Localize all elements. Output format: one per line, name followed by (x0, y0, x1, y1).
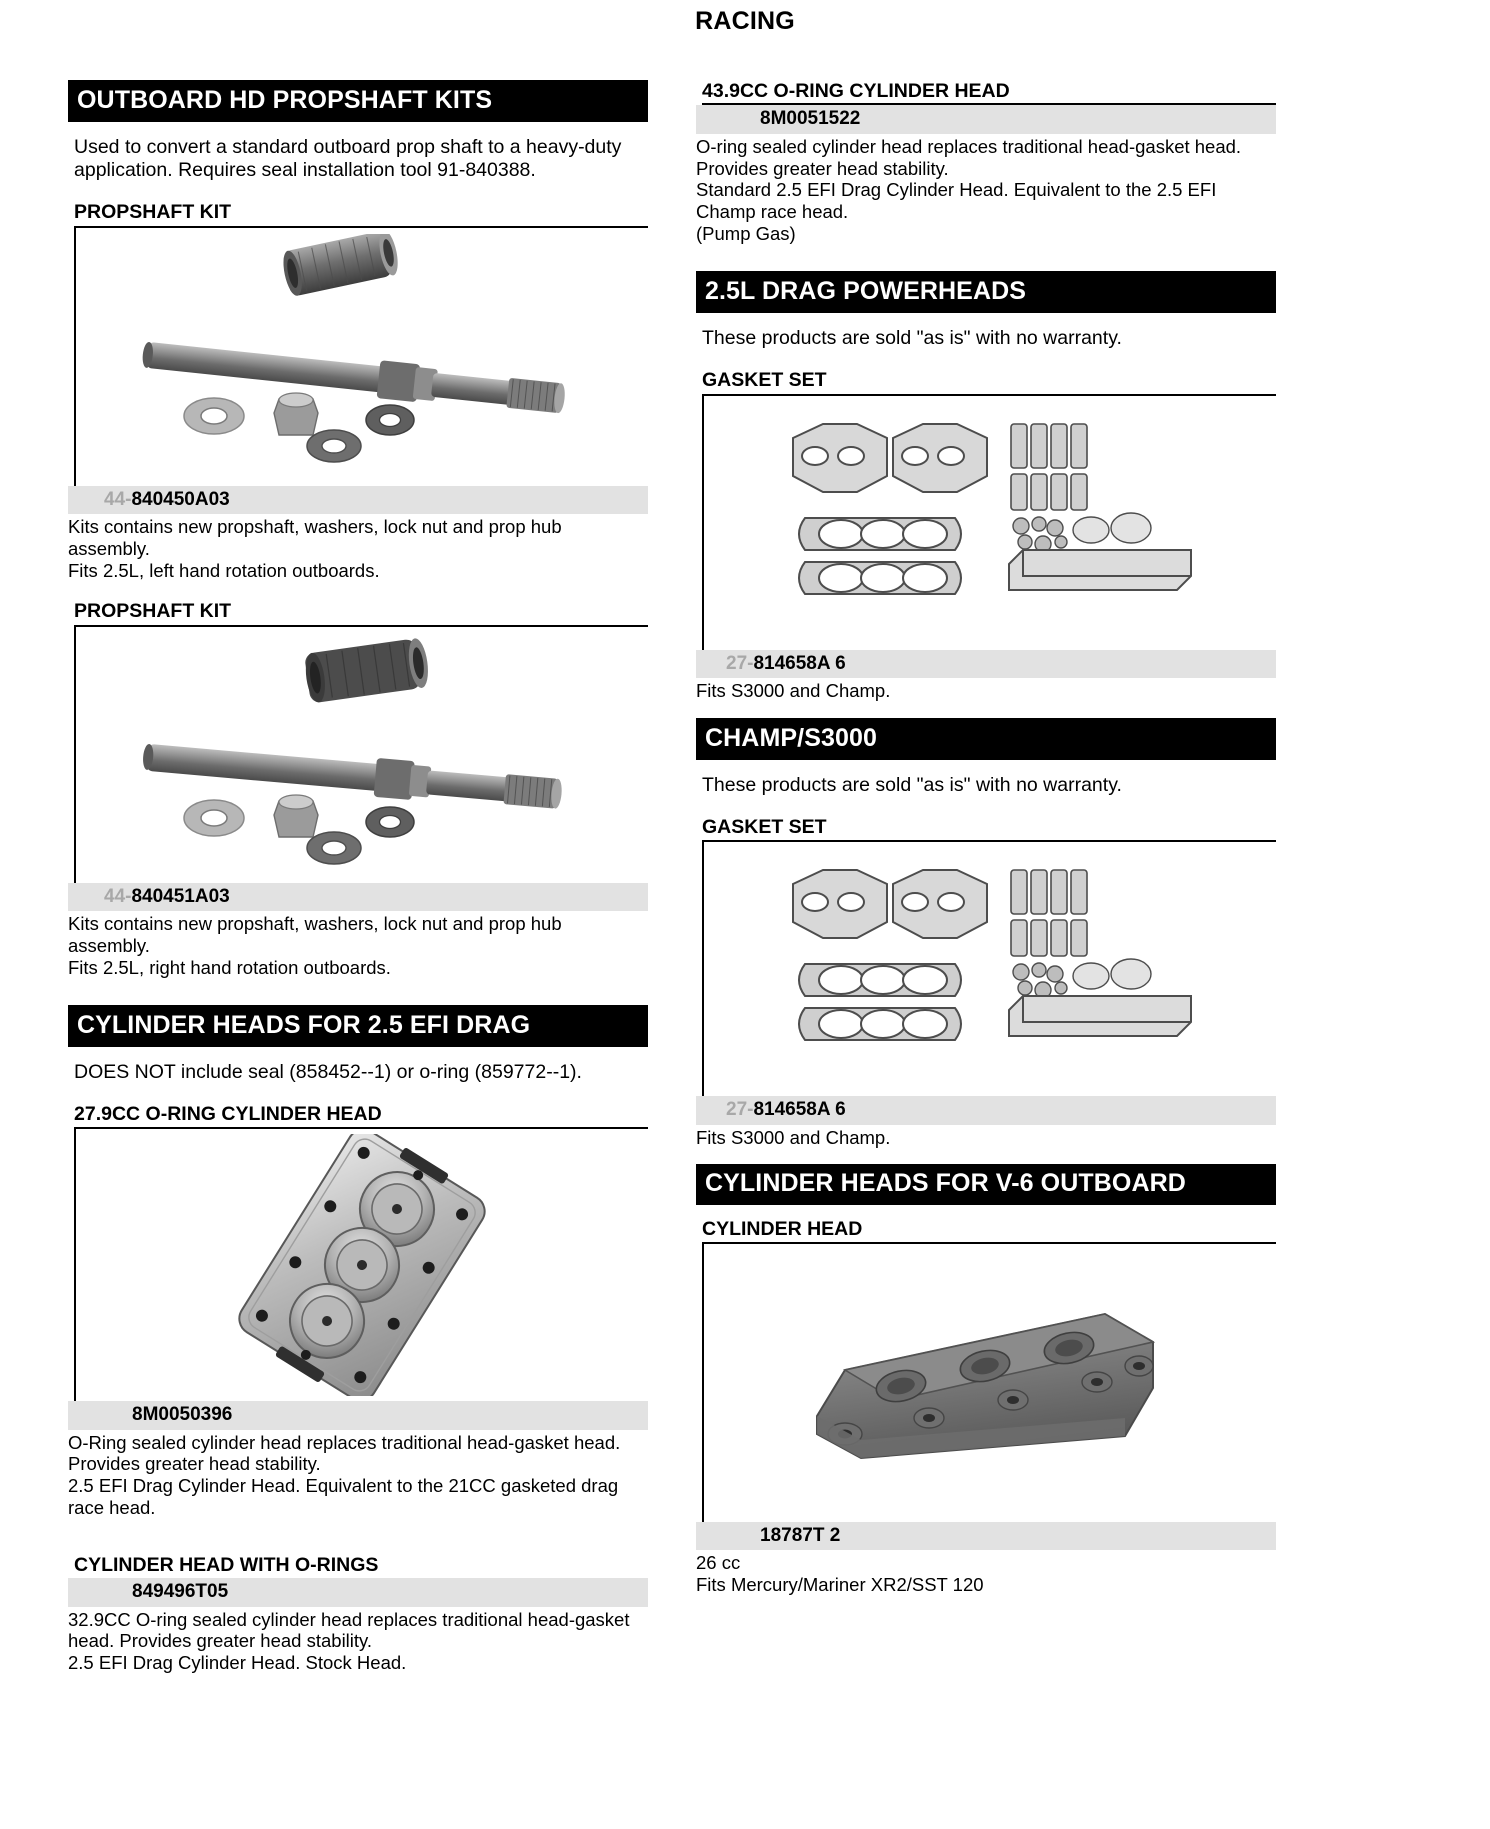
part-number: 840450A03 (131, 488, 230, 510)
part-prefix: 27- (726, 1099, 754, 1121)
part-prefix: 44- (104, 885, 132, 907)
part-description-814658A6-champ (696, 1127, 1276, 1149)
subhead-279cc-o-ring-cylinder-head: 27.9CC O-RING CYLINDER HEAD (74, 1104, 648, 1129)
right-column (696, 80, 1276, 1674)
part-description-814658A6-powerheads (696, 680, 1276, 702)
desc-line: Fits S3000 and Champ. (696, 1126, 891, 1148)
part-number-bar-849496T05 (68, 1578, 648, 1606)
section-banner-25l-drag-powerheads: 2.5L DRAG POWERHEADS (696, 271, 1276, 313)
subhead-propshaft-kit-2: PROPSHAFT KIT (74, 601, 648, 626)
part-number: 814658A 6 (753, 1099, 846, 1121)
part-description-18787T2 (696, 1552, 1276, 1596)
section-intro-propshaft: Used to convert a standard outboard prop shaft to a heavy-duty application. Requires seal installation tool 91-840388. (74, 136, 622, 182)
part-number-bar-8M0050396 (68, 1401, 648, 1429)
figure-propshaft-kit-right-hand (74, 627, 648, 883)
desc-line: 26 cc (696, 1552, 741, 1574)
part-number-bar-18787T2 (696, 1522, 1276, 1550)
part-number: 8M0050396 (132, 1404, 233, 1426)
desc-line: 2.5 EFI Drag Cylinder Head. Stock Head. (68, 1652, 407, 1674)
desc-line: 32.9CC O-ring sealed cylinder head replaces traditional head-gasket head. Provides greater head stability. (68, 1608, 630, 1652)
part-description-840451A03 (68, 913, 648, 978)
subhead-propshaft-kit-1: PROPSHAFT KIT (74, 202, 648, 227)
desc-line: (Pump Gas) (696, 223, 796, 244)
heading-439cc-o-ring-cylinder-head: 43.9CC O-RING CYLINDER HEAD (702, 80, 1276, 105)
page-title: RACING (695, 7, 795, 35)
section-banner-outboard-hd-propshaft-kits: OUTBOARD HD PROPSHAFT KITS (68, 80, 648, 122)
part-prefix: 44- (104, 488, 132, 510)
figure-gasket-set-2 (702, 842, 1276, 1096)
section-banner-champ-s3000: CHAMP/S3000 (696, 718, 1276, 760)
section-intro-25l-drag-powerheads: These products are sold "as is" with no warranty. (702, 327, 1122, 350)
section-banner-cylinder-heads-v6-outboard: CYLINDER HEADS FOR V-6 OUTBOARD (696, 1164, 1276, 1204)
part-description-849496T05 (68, 1609, 648, 1674)
subhead-gasket-set-1: GASKET SET (702, 370, 1276, 395)
part-number-bar-814658A6-champ (696, 1096, 1276, 1124)
subhead-cylinder-head-v6: CYLINDER HEAD (702, 1219, 1276, 1244)
part-description-840450A03 (68, 516, 648, 581)
part-prefix: 27- (726, 652, 754, 674)
part-number: 18787T 2 (760, 1525, 841, 1547)
section-banner-cylinder-heads-25-efi-drag: CYLINDER HEADS FOR 2.5 EFI DRAG (68, 1005, 648, 1047)
part-number-bar-814658A6-powerheads (696, 650, 1276, 678)
desc-line: 2.5 EFI Drag Cylinder Head. Equivalent to the 21CC gasketed drag race head. (68, 1475, 619, 1519)
desc-line: Fits 2.5L, left hand rotation outboards. (68, 559, 380, 581)
subhead-gasket-set-2: GASKET SET (702, 817, 1276, 842)
desc-line: Standard 2.5 EFI Drag Cylinder Head. Equivalent to the 2.5 EFI Champ race head. (696, 179, 1217, 223)
desc-line: Fits S3000 and Champ. (696, 679, 891, 701)
section-intro-cylinder-heads-25-efi-drag: DOES NOT include seal (858452--1) or o-ring (859772--1). (74, 1060, 582, 1083)
desc-line: Fits 2.5L, right hand rotation outboards. (68, 956, 391, 978)
desc-line: Kits contains new propshaft, washers, lock nut and prop hub assembly. (68, 913, 562, 956)
subhead-cylinder-head-with-o-rings: CYLINDER HEAD WITH O-RINGS (74, 1553, 379, 1576)
figure-v6-cylinder-head (702, 1244, 1276, 1522)
desc-line: Kits contains new propshaft, washers, lock nut and prop hub assembly. (68, 515, 562, 559)
part-number: 840451A03 (131, 885, 230, 907)
desc-line: O-Ring sealed cylinder head replaces traditional head-gasket head. Provides greater head stability. (68, 1431, 621, 1475)
desc-line: Fits Mercury/Mariner XR2/SST 120 (696, 1574, 984, 1596)
part-description-8M0050396 (68, 1432, 648, 1519)
left-column (68, 80, 648, 1674)
part-number: 814658A 6 (753, 652, 846, 674)
part-description-8M0051522 (696, 136, 1276, 245)
page-columns (0, 80, 1490, 1674)
part-number: 849496T05 (132, 1581, 229, 1603)
figure-propshaft-kit-left-hand (74, 228, 648, 486)
figure-gasket-set-1 (702, 396, 1276, 650)
figure-cylinder-head-279cc (74, 1129, 648, 1401)
section-intro-champ-s3000: These products are sold "as is" with no warranty. (702, 773, 1122, 796)
part-number-bar-840451A03 (68, 883, 648, 911)
part-number: 8M0051522 (760, 108, 861, 130)
part-number-bar-8M0051522 (696, 105, 1276, 133)
part-number-bar-840450A03 (68, 486, 648, 514)
desc-line: O-ring sealed cylinder head replaces traditional head-gasket head. Provides greater head stability. (696, 135, 1242, 179)
